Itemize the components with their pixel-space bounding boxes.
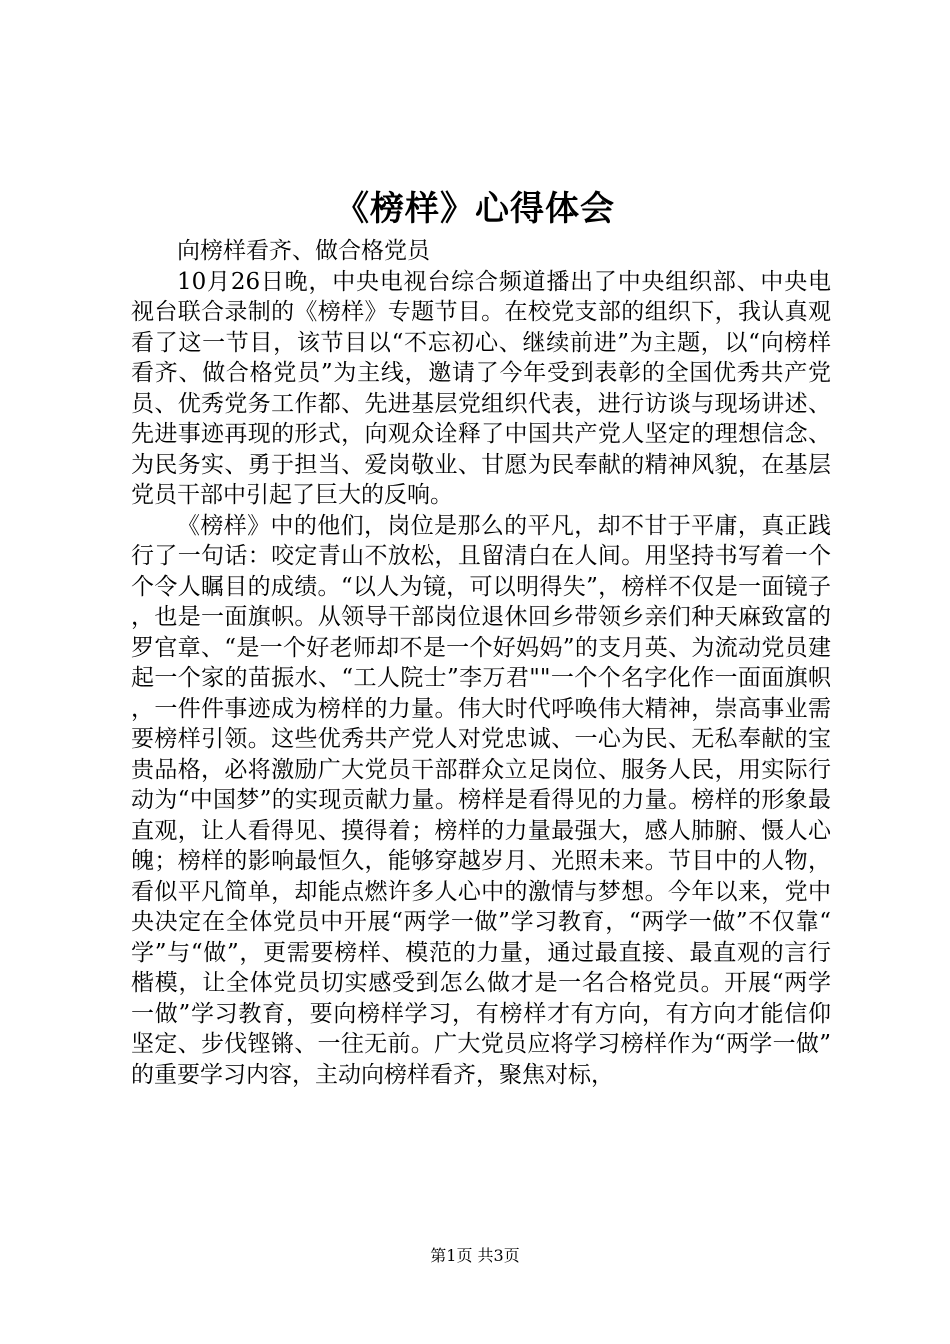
document-body [131, 236, 831, 1090]
paragraph-2: 《榜样》中的他们，岗位是那么的平凡，却不甘于平庸，真正践行了一句话：咬定青山不放松，且留清白在人间。用坚持书写着一个个令人瞩目的成绩。“以人为镜，可以明得失”，榜样不仅是一面镜子，也是一面旗帜。从领导干部岗位退休回乡带领乡亲们种天麻致富的罗官章、“是一个好老师却不是一个好妈妈”的支月英、为流动党员建起一个家的苗振水、“工人院士”李万君""一个个名字化作一面面旗帜，一件件事迹成为榜样的力量。伟大时代呼唤伟大精神，崇高事业需要榜样引领。这些优秀共产党人对党忠诚、一心为民、无私奉献的宝贵品格，必将激励广大党员干部群众立足岗位、服务人民，用实际行动为“中国梦”的实现贡献力量。榜样是看得见的力量。榜样的形象最直观，让人看得见、摸得着；榜样的力量最强大，感人肺腑、慑人心魄；榜样的影响最恒久，能够穿越岁月、光照未来。节目中的人物，看似平凡简单，却能点燃许多人心中的激情与梦想。今年以来，党中央决定在全体党员中开展“两学一做”学习教育，“两学一做”不仅靠“学”与“做”，更需要榜样、模范的力量，通过最直接、最直观的言行楷模，让全体党员切实感受到怎么做才是一名合格党员。开展“两学一做”学习教育，要向榜样学习，有榜样才有方向，有方向才能信仰坚定、步伐铿锵、一往无前。广大党员应将学习榜样作为“两学一做”的重要学习内容，主动向榜样看齐，聚焦对标， [131, 512, 831, 1088]
paragraph-1: 10月26日晚，中央电视台综合频道播出了中央组织部、中央电视台联合录制的《榜样》专题节目。在校党支部的组织下，我认真观看了这一节目，该节目以“不忘初心、继续前进”为主题，以“向榜样看齐、做合格党员”为主线，邀请了今年受到表彰的全国优秀共产党员、优秀党务工作都、先进基层党组织代表，进行访谈与现场讲述、先进事迹再现的形式，向观众诠释了中国共产党人坚定的理想信念、为民务实、勇于担当、爱岗敬业、甘愿为民奉献的精神风貌，在基层党员干部中引起了巨大的反响。 [131, 268, 831, 508]
document-subtitle: 向榜样看齐、做合格党员 [177, 238, 430, 264]
document-title: 《榜样》心得体会 [335, 189, 615, 229]
page-footer: 第1页 共3页 [430, 1246, 520, 1265]
